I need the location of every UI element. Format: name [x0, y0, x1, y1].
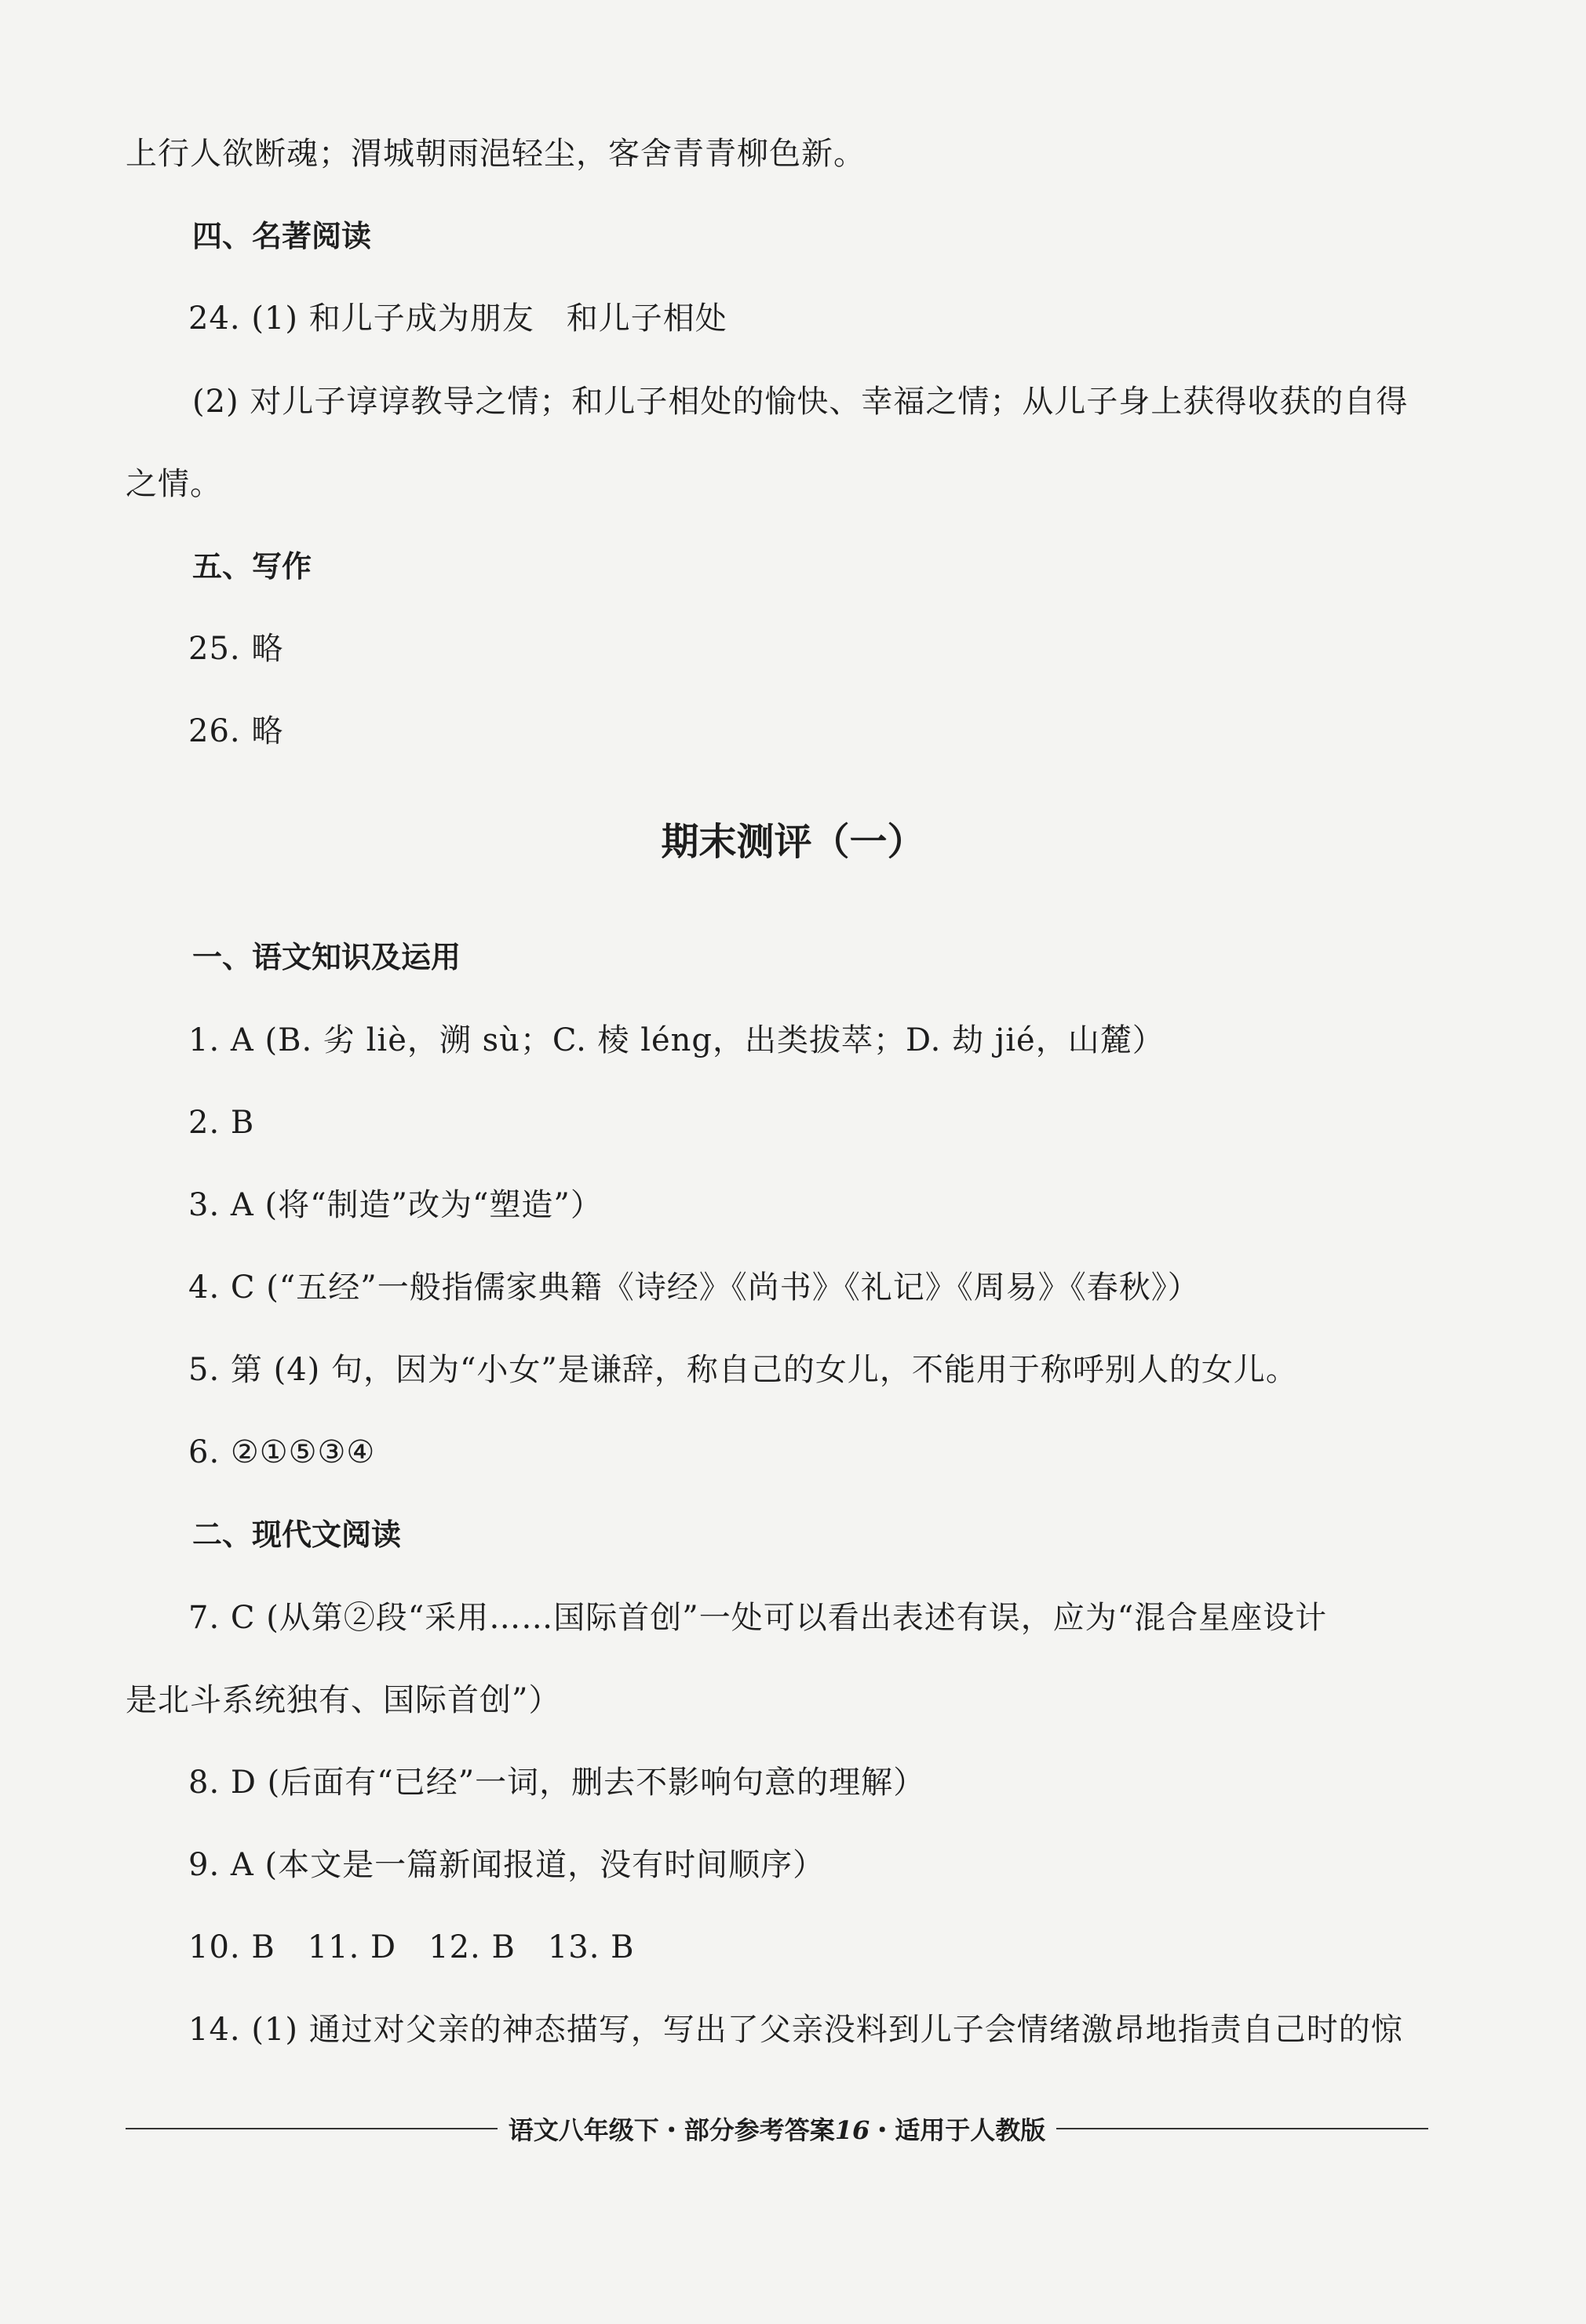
page-footer [126, 2109, 1428, 2148]
answer-line: 3. A (将“制造”改为“塑造”） [188, 1187, 603, 1223]
answer-line: 9. A (本文是一篇新闻报道，没有时间顺序） [188, 1847, 826, 1883]
answer-line: 之情。 [126, 466, 222, 502]
answer-line: 25. 略 [188, 631, 284, 667]
answer-line: 10. B 11. D 12. B 13. B [188, 1929, 635, 1965]
footer-edition: ・适用于人教版 [870, 2115, 1046, 2145]
answer-line: 14. (1) 通过对父亲的神态描写，写出了父亲没料到儿子会情绪激昂地指责自己时的惊 [188, 2012, 1403, 2048]
footer-text [498, 2111, 1057, 2147]
answer-line: 1. A (B. 劣 liè，溯 sù；C. 棱 léng，出类拔萃；D. 劫 jié，山麓） [188, 1022, 1165, 1058]
answer-line: 24. (1) 和儿子成为朋友 和儿子相处 [188, 301, 727, 337]
text-line: 上行人欲断魂；渭城朝雨浥轻尘，客舍青青柳色新。 [126, 136, 866, 172]
answer-line: (2) 对儿子谆谆教导之情；和儿子相处的愉快、幸福之情；从儿子身上获得收获的自得 [192, 384, 1409, 420]
page-number: 16 [834, 2115, 870, 2145]
footer-rule-right [1056, 2128, 1428, 2129]
answer-line: 8. D (后面有“已经”一词，删去不影响句意的理解） [188, 1765, 926, 1801]
answer-line: 2. B [188, 1105, 255, 1141]
answer-line: 7. C (从第②段“采用……国际首创”一处可以看出表述有误，应为“混合星座设计 [188, 1600, 1328, 1636]
answer-line: 26. 略 [188, 713, 284, 749]
part-heading: 二、现代文阅读 [192, 1517, 402, 1552]
footer-rule-left [126, 2128, 498, 2129]
answer-line: 是北斗系统独有、国际首创”） [126, 1682, 561, 1718]
section-heading: 四、名著阅读 [192, 219, 372, 253]
answer-line: 4. C (“五经”一般指儒家典籍《诗经》《尚书》《礼记》《周易》《春秋》） [188, 1269, 1200, 1306]
answer-line: 6. ②①⑤③④ [188, 1434, 376, 1470]
section-title: 期末测评（一） [661, 820, 925, 864]
footer-label: 语文八年级下・部分参考答案 [508, 2115, 835, 2145]
answer-line: 5. 第 (4) 句，因为“小女”是谦辞，称自己的女儿，不能用于称呼别人的女儿。 [188, 1352, 1298, 1388]
section-heading: 五、写作 [192, 549, 312, 584]
part-heading: 一、语文知识及运用 [192, 940, 461, 974]
